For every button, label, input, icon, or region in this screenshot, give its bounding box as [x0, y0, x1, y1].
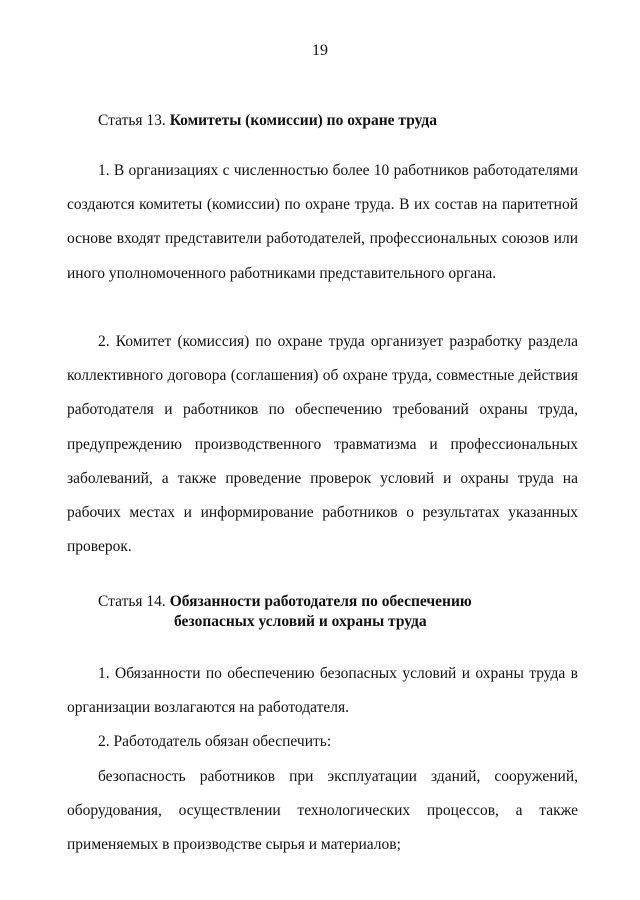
article-14-title-line-1: Обязанности работодателя по обеспечению — [169, 593, 472, 610]
article-14-heading — [98, 592, 472, 632]
article-14-paragraph-1: 1. Обязанности по обеспечению безопасных условий и охраны труда в организации возлагаются на работодателя. — [67, 665, 578, 717]
article-13-paragraph-2: 2. Комитет (комиссия) по охране труда организует разработку раздела коллективного договора (соглашения) об охране труда, совместные действия работодателя и работников по обеспечению требований охраны труда, предупреждению производственного травматизма и профессиональных заболеваний, а также проведение проверок условий и охраны труда на рабочих местах и информирование работников о результатах указанных проверок. — [67, 333, 578, 556]
article-14-paragraph-2: 2. Работодатель обязан обеспечить: — [98, 733, 332, 750]
article-13-prefix: Статья 13. — [98, 112, 166, 129]
article-14-paragraph-3: безопасность работников при эксплуатации зданий, сооружений, оборудования, осуществлении технологических процессов, а также применяемых в производстве сырья и материалов; — [67, 768, 578, 854]
article-14-prefix: Статья 14. — [98, 593, 166, 610]
article-14-title-line-2: безопасных условий и охраны труда — [174, 613, 427, 630]
article-13-title: Комитеты (комиссии) по охране труда — [169, 112, 437, 129]
page-number: 19 — [312, 42, 328, 59]
article-13-heading — [98, 111, 437, 131]
article-13-paragraph-1: 1. В организациях с численностью более 10 работников работодателями создаются комитеты (комиссии) по охране труда. В их состав на паритетной основе входят представители работодателей, профессиональных союзов или иного уполномоченного работниками представительного органа. — [67, 162, 578, 282]
